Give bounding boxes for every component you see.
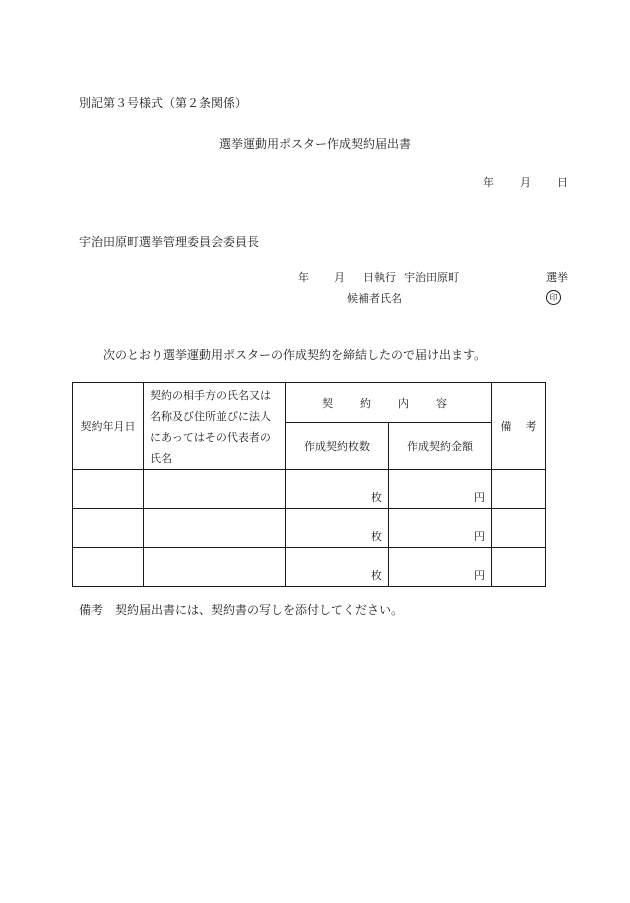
election-day-executed-label: 日執行	[363, 271, 396, 284]
cell-amount: 円	[389, 470, 492, 509]
date-month-label: 月	[520, 176, 531, 189]
election-word: 選挙	[546, 271, 568, 284]
cell-quantity: 枚	[286, 509, 389, 548]
cell-amount: 円	[389, 548, 492, 587]
date-day-label: 日	[557, 176, 568, 189]
cell-remarks	[492, 470, 546, 509]
election-month-label: 月	[334, 271, 345, 284]
document-title: 選挙運動用ポスター作成契約届出書	[218, 137, 411, 151]
contract-table	[72, 382, 546, 587]
cell-date	[73, 470, 144, 509]
header-remarks	[492, 383, 546, 470]
statement-text: 次のとおり選挙運動用ポスターの作成契約を締結したので届け出ます。	[103, 348, 487, 362]
election-date-line	[298, 269, 459, 285]
submission-date	[483, 174, 568, 190]
header-contract-date: 契約年月日	[73, 383, 144, 470]
election-year-label: 年	[298, 271, 309, 284]
header-amount: 作成契約金額	[389, 423, 492, 470]
addressee: 宇治田原町選挙管理委員会委員長	[79, 235, 260, 249]
cell-remarks	[492, 548, 546, 587]
form-label: 別記第３号様式（第２条関係）	[79, 96, 248, 110]
cell-quantity: 枚	[286, 470, 389, 509]
table-row	[73, 509, 546, 548]
header-counterparty: 契約の相手方の氏名又は名称及び住所並びに法人にあってはその代表者の氏名	[144, 383, 286, 470]
header-contract-details: 契 約 内 容	[286, 383, 492, 423]
cell-remarks	[492, 509, 546, 548]
remarks-char-1: 備	[500, 420, 512, 433]
cell-counterparty	[144, 548, 286, 587]
cell-date	[73, 548, 144, 587]
table-header-row	[73, 383, 546, 423]
cell-quantity: 枚	[286, 548, 389, 587]
cell-counterparty	[144, 470, 286, 509]
election-town-name: 宇治田原町	[404, 271, 459, 284]
seal-icon: 印	[546, 290, 561, 305]
footnote-label: 備考	[79, 603, 104, 617]
cell-date	[73, 509, 144, 548]
table-row	[73, 470, 546, 509]
cell-amount: 円	[389, 509, 492, 548]
remarks-char-2: 考	[525, 420, 537, 433]
date-year-label: 年	[483, 176, 494, 189]
footnote-text: 契約届出書には、契約書の写しを添付してください。	[115, 603, 404, 617]
cell-counterparty	[144, 509, 286, 548]
header-quantity: 作成契約枚数	[286, 423, 389, 470]
candidate-name-label: 候補者氏名	[347, 292, 402, 305]
footnote	[79, 601, 403, 618]
table-row	[73, 548, 546, 587]
